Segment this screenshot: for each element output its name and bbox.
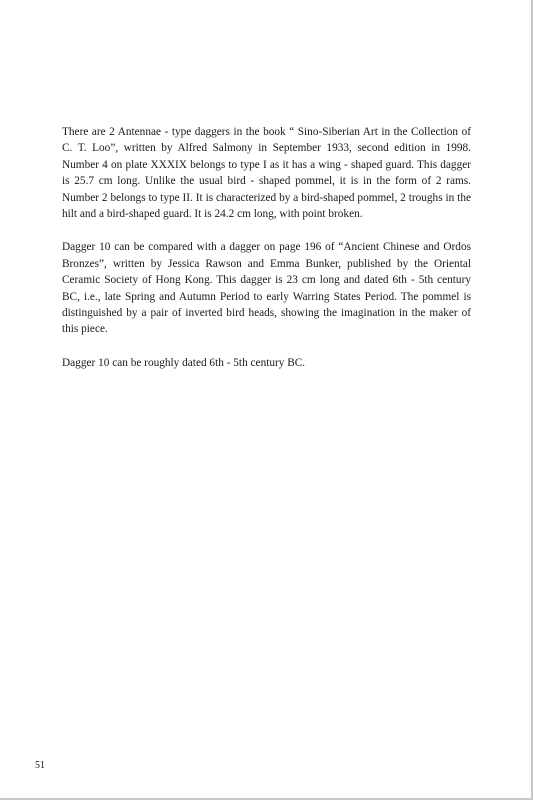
- paragraph-dagger-comparison: Dagger 10 can be compared with a dagger on page 196 of “Ancient Chinese and Ordos Bronzes”, written by Jessica Rawson and Emma Bunker, published by the Oriental Ceramic Society of Hong Kong. This dagger is 23 cm long and dated 6th - 5th century BC, i.e., late Spring and Autumn Period to early Warring States Period. The pommel is distinguished by a pair of inverted bird heads, showing the imagination in the maker of this piece.: [62, 241, 471, 336]
- paragraph-antennae-daggers: There are 2 Antennae - type daggers in the book “ Sino-Siberian Art in the Collection of C. T. Loo”, written by Alfred Salmony in September 1933, second edition in 1998. Number 4 on plate XXXIX belongs to type I as it has a wing - shaped guard. This dagger is 25.7 cm long. Unlike the usual bird - shaped pommel, it is in the form of 2 rams. Number 2 belongs to type II. It is characterized by a bird-shaped pommel, 2 troughs in the hilt and a bird-shaped guard. It is 24.2 cm long, with point broken.: [62, 126, 471, 221]
- paragraph-dating-conclusion: Dagger 10 can be roughly dated 6th - 5th century BC.: [62, 356, 306, 369]
- page-number: 51: [35, 760, 45, 771]
- page-body: [62, 124, 471, 388]
